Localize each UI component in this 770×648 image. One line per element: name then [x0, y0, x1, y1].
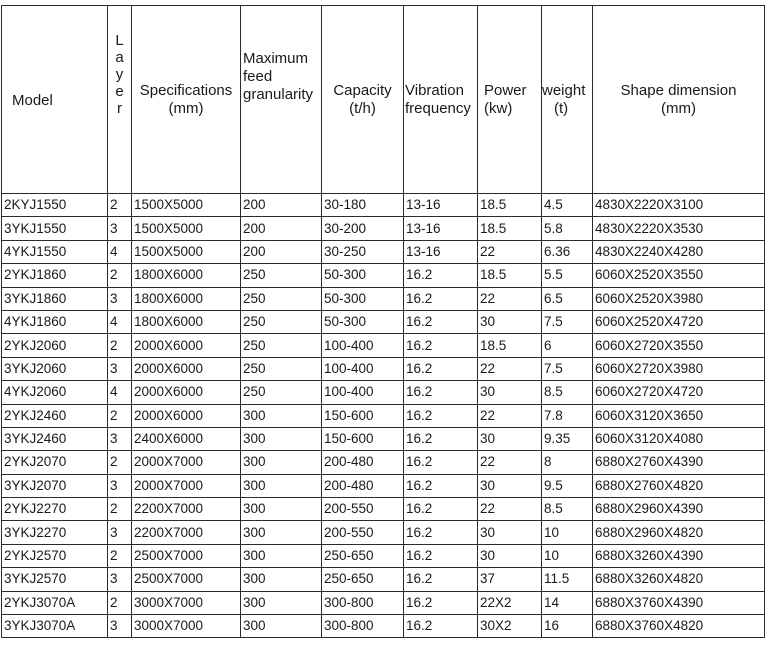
- header-shape-line2: (mm): [661, 99, 696, 117]
- header-capacity-line1: Capacity: [333, 81, 392, 99]
- cell-model: 2YKJ2460: [2, 404, 108, 427]
- cell-specifications: 1500X5000: [132, 194, 241, 217]
- cell-power: 18.5: [478, 194, 542, 217]
- cell-power: 30: [478, 474, 542, 497]
- table-row: [2, 474, 765, 497]
- header-max-line3: granularity: [243, 86, 314, 103]
- cell-capacity: 250-650: [322, 544, 404, 567]
- table-row: [2, 591, 765, 614]
- cell-capacity: 30-200: [322, 217, 404, 240]
- cell-power: 30: [478, 381, 542, 404]
- cell-weight: 4.5: [542, 194, 593, 217]
- cell-shape: 6060X3120X3650: [593, 404, 765, 427]
- cell-capacity: 300-800: [322, 591, 404, 614]
- cell-shape: 6880X2960X4390: [593, 498, 765, 521]
- cell-shape: 6060X2520X3550: [593, 264, 765, 287]
- cell-capacity: 30-180: [322, 194, 404, 217]
- cell-max-feed: 200: [241, 240, 322, 263]
- cell-shape: 6060X2520X4720: [593, 310, 765, 333]
- cell-layer: 3: [108, 357, 132, 380]
- header-layer: [108, 6, 132, 194]
- table-row: [2, 264, 765, 287]
- cell-layer: 3: [108, 474, 132, 497]
- cell-power: 22: [478, 240, 542, 263]
- cell-specifications: 2000X6000: [132, 357, 241, 380]
- cell-specifications: 3000X7000: [132, 591, 241, 614]
- cell-vibration: 16.2: [404, 427, 478, 450]
- cell-capacity: 150-600: [322, 404, 404, 427]
- cell-model: 2YKJ3070A: [2, 591, 108, 614]
- cell-max-feed: 300: [241, 451, 322, 474]
- cell-layer: 3: [108, 427, 132, 450]
- cell-specifications: 2200X7000: [132, 498, 241, 521]
- cell-layer: 3: [108, 521, 132, 544]
- cell-power: 22: [478, 451, 542, 474]
- header-specifications: [132, 6, 241, 194]
- table-row: [2, 217, 765, 240]
- cell-specifications: 2400X6000: [132, 427, 241, 450]
- cell-model: 2YKJ1860: [2, 264, 108, 287]
- cell-vibration: 16.2: [404, 544, 478, 567]
- cell-model: 3YKJ2270: [2, 521, 108, 544]
- cell-power: 30: [478, 310, 542, 333]
- cell-weight: 7.8: [542, 404, 593, 427]
- cell-specifications: 1800X6000: [132, 310, 241, 333]
- cell-specifications: 1800X6000: [132, 264, 241, 287]
- cell-vibration: 13-16: [404, 194, 478, 217]
- table-row: [2, 240, 765, 263]
- cell-specifications: 2500X7000: [132, 568, 241, 591]
- cell-weight: 8.5: [542, 498, 593, 521]
- cell-shape: 6880X2760X4390: [593, 451, 765, 474]
- cell-capacity: 100-400: [322, 357, 404, 380]
- header-row: [2, 6, 765, 194]
- cell-weight: 14: [542, 591, 593, 614]
- cell-layer: 2: [108, 334, 132, 357]
- cell-power: 18.5: [478, 217, 542, 240]
- header-capacity-line2: (t/h): [349, 99, 376, 117]
- cell-model: 4YKJ1550: [2, 240, 108, 263]
- cell-max-feed: 300: [241, 544, 322, 567]
- cell-shape: 6060X2520X3980: [593, 287, 765, 310]
- cell-weight: 6.36: [542, 240, 593, 263]
- cell-model: 3YKJ2060: [2, 357, 108, 380]
- cell-max-feed: 250: [241, 381, 322, 404]
- cell-power: 22: [478, 404, 542, 427]
- cell-weight: 10: [542, 544, 593, 567]
- cell-specifications: 2500X7000: [132, 544, 241, 567]
- header-layer-label: Layer: [115, 32, 124, 117]
- cell-layer: 3: [108, 287, 132, 310]
- cell-vibration: 16.2: [404, 498, 478, 521]
- cell-shape: 6880X3760X4820: [593, 615, 765, 638]
- table-row: [2, 381, 765, 404]
- header-specifications-line2: (mm): [168, 99, 204, 117]
- header-power-line2: (kw): [484, 99, 513, 117]
- cell-max-feed: 250: [241, 287, 322, 310]
- cell-weight: 10: [542, 521, 593, 544]
- cell-power: 30: [478, 544, 542, 567]
- cell-model: 2YKJ2060: [2, 334, 108, 357]
- cell-layer: 2: [108, 591, 132, 614]
- cell-model: 3YKJ2070: [2, 474, 108, 497]
- cell-max-feed: 300: [241, 615, 322, 638]
- table-row: [2, 544, 765, 567]
- cell-weight: 8.5: [542, 381, 593, 404]
- cell-model: 3YKJ1550: [2, 217, 108, 240]
- specification-table: [1, 5, 765, 638]
- cell-max-feed: 300: [241, 404, 322, 427]
- cell-weight: 8: [542, 451, 593, 474]
- table-body: [2, 194, 765, 638]
- cell-vibration: 16.2: [404, 404, 478, 427]
- cell-vibration: 16.2: [404, 310, 478, 333]
- header-maximum-feed-granularity: [241, 6, 322, 194]
- header-specifications-line1: Specifications: [139, 81, 233, 99]
- cell-model: 3YKJ1860: [2, 287, 108, 310]
- cell-power: 37: [478, 568, 542, 591]
- cell-model: 2YKJ2070: [2, 451, 108, 474]
- header-power-line1: Power: [484, 81, 527, 99]
- cell-layer: 4: [108, 240, 132, 263]
- cell-max-feed: 200: [241, 194, 322, 217]
- cell-model: 3YKJ3070A: [2, 615, 108, 638]
- cell-capacity: 200-480: [322, 451, 404, 474]
- cell-shape: 6880X2760X4820: [593, 474, 765, 497]
- cell-vibration: 16.2: [404, 474, 478, 497]
- cell-layer: 3: [108, 217, 132, 240]
- cell-model: 4YKJ1860: [2, 310, 108, 333]
- cell-capacity: 300-800: [322, 615, 404, 638]
- cell-power: 30: [478, 521, 542, 544]
- cell-weight: 6: [542, 334, 593, 357]
- cell-layer: 2: [108, 264, 132, 287]
- cell-specifications: 2000X6000: [132, 381, 241, 404]
- header-weight: [542, 6, 593, 194]
- cell-power: 22: [478, 287, 542, 310]
- cell-max-feed: 300: [241, 568, 322, 591]
- cell-model: 2KYJ1550: [2, 194, 108, 217]
- cell-power: 18.5: [478, 334, 542, 357]
- cell-layer: 2: [108, 544, 132, 567]
- cell-max-feed: 250: [241, 357, 322, 380]
- cell-shape: 6060X2720X3980: [593, 357, 765, 380]
- cell-capacity: 50-300: [322, 310, 404, 333]
- cell-shape: 4830X2240X4280: [593, 240, 765, 263]
- table-row: [2, 287, 765, 310]
- cell-max-feed: 250: [241, 334, 322, 357]
- cell-layer: 2: [108, 194, 132, 217]
- cell-layer: 4: [108, 310, 132, 333]
- cell-weight: 5.8: [542, 217, 593, 240]
- header-max-line2: feed: [243, 68, 273, 85]
- cell-weight: 11.5: [542, 568, 593, 591]
- cell-specifications: 2000X6000: [132, 334, 241, 357]
- cell-capacity: 200-480: [322, 474, 404, 497]
- cell-capacity: 50-300: [322, 287, 404, 310]
- cell-layer: 4: [108, 381, 132, 404]
- cell-specifications: 2000X7000: [132, 474, 241, 497]
- cell-vibration: 16.2: [404, 591, 478, 614]
- header-shape-dimension: [593, 6, 765, 194]
- cell-vibration: 16.2: [404, 521, 478, 544]
- cell-max-feed: 250: [241, 310, 322, 333]
- table-row: [2, 568, 765, 591]
- cell-specifications: 2000X7000: [132, 451, 241, 474]
- cell-weight: 9.5: [542, 474, 593, 497]
- cell-model: 2YKJ2270: [2, 498, 108, 521]
- cell-vibration: 13-16: [404, 217, 478, 240]
- header-vibration-line1: Vibration: [405, 81, 464, 99]
- cell-vibration: 16.2: [404, 334, 478, 357]
- cell-weight: 7.5: [542, 357, 593, 380]
- cell-max-feed: 250: [241, 264, 322, 287]
- header-shape-line1: Shape dimension: [620, 81, 737, 99]
- cell-max-feed: 300: [241, 427, 322, 450]
- cell-max-feed: 300: [241, 474, 322, 497]
- cell-model: 2YKJ2570: [2, 544, 108, 567]
- table-row: [2, 615, 765, 638]
- table-row: [2, 310, 765, 333]
- header-vibration-frequency: [404, 6, 478, 194]
- header-power: [478, 6, 542, 194]
- cell-power: 22: [478, 357, 542, 380]
- cell-layer: 3: [108, 568, 132, 591]
- cell-max-feed: 300: [241, 498, 322, 521]
- cell-specifications: 2000X6000: [132, 404, 241, 427]
- header-vibration-line2: frequency: [405, 99, 471, 117]
- cell-vibration: 16.2: [404, 381, 478, 404]
- header-model: Model: [2, 6, 108, 194]
- cell-capacity: 150-600: [322, 427, 404, 450]
- cell-model: 3YKJ2460: [2, 427, 108, 450]
- cell-power: 18.5: [478, 264, 542, 287]
- cell-vibration: 13-16: [404, 240, 478, 263]
- cell-shape: 6060X2720X4720: [593, 381, 765, 404]
- specification-table-container: [1, 5, 765, 638]
- cell-shape: 6060X3120X4080: [593, 427, 765, 450]
- table-row: [2, 357, 765, 380]
- cell-vibration: 16.2: [404, 357, 478, 380]
- cell-model: 4YKJ2060: [2, 381, 108, 404]
- table-row: [2, 451, 765, 474]
- cell-shape: 4830X2220X3530: [593, 217, 765, 240]
- cell-max-feed: 200: [241, 217, 322, 240]
- cell-shape: 6880X2960X4820: [593, 521, 765, 544]
- header-max-line1: Maximum: [243, 50, 309, 67]
- cell-layer: 2: [108, 451, 132, 474]
- cell-power: 22: [478, 498, 542, 521]
- cell-shape: 6060X2720X3550: [593, 334, 765, 357]
- cell-specifications: 3000X7000: [132, 615, 241, 638]
- cell-layer: 3: [108, 615, 132, 638]
- cell-weight: 6.5: [542, 287, 593, 310]
- cell-capacity: 200-550: [322, 521, 404, 544]
- header-capacity: [322, 6, 404, 194]
- cell-vibration: 16.2: [404, 287, 478, 310]
- cell-max-feed: 300: [241, 591, 322, 614]
- table-row: [2, 427, 765, 450]
- table-row: [2, 194, 765, 217]
- cell-capacity: 250-650: [322, 568, 404, 591]
- cell-weight: 5.5: [542, 264, 593, 287]
- cell-vibration: 16.2: [404, 451, 478, 474]
- cell-capacity: 100-400: [322, 334, 404, 357]
- cell-specifications: 1800X6000: [132, 287, 241, 310]
- cell-power: 22X2: [478, 591, 542, 614]
- cell-capacity: 100-400: [322, 381, 404, 404]
- cell-model: 3YKJ2570: [2, 568, 108, 591]
- cell-vibration: 16.2: [404, 615, 478, 638]
- table-row: [2, 404, 765, 427]
- header-weight-line2: (t): [554, 99, 569, 117]
- cell-power: 30: [478, 427, 542, 450]
- table-row: [2, 334, 765, 357]
- cell-max-feed: 300: [241, 521, 322, 544]
- header-weight-line1: weight: [542, 81, 586, 99]
- cell-layer: 2: [108, 404, 132, 427]
- cell-power: 30X2: [478, 615, 542, 638]
- cell-weight: 16: [542, 615, 593, 638]
- table-header: [2, 6, 765, 194]
- cell-vibration: 16.2: [404, 264, 478, 287]
- cell-capacity: 200-550: [322, 498, 404, 521]
- cell-capacity: 30-250: [322, 240, 404, 263]
- cell-shape: 6880X3760X4390: [593, 591, 765, 614]
- cell-specifications: 2200X7000: [132, 521, 241, 544]
- cell-shape: 6880X3260X4820: [593, 568, 765, 591]
- cell-capacity: 50-300: [322, 264, 404, 287]
- cell-weight: 9.35: [542, 427, 593, 450]
- cell-vibration: 16.2: [404, 568, 478, 591]
- table-row: [2, 498, 765, 521]
- cell-layer: 2: [108, 498, 132, 521]
- cell-specifications: 1500X5000: [132, 240, 241, 263]
- cell-shape: 4830X2220X3100: [593, 194, 765, 217]
- table-row: [2, 521, 765, 544]
- cell-specifications: 1500X5000: [132, 217, 241, 240]
- cell-weight: 7.5: [542, 310, 593, 333]
- cell-shape: 6880X3260X4390: [593, 544, 765, 567]
